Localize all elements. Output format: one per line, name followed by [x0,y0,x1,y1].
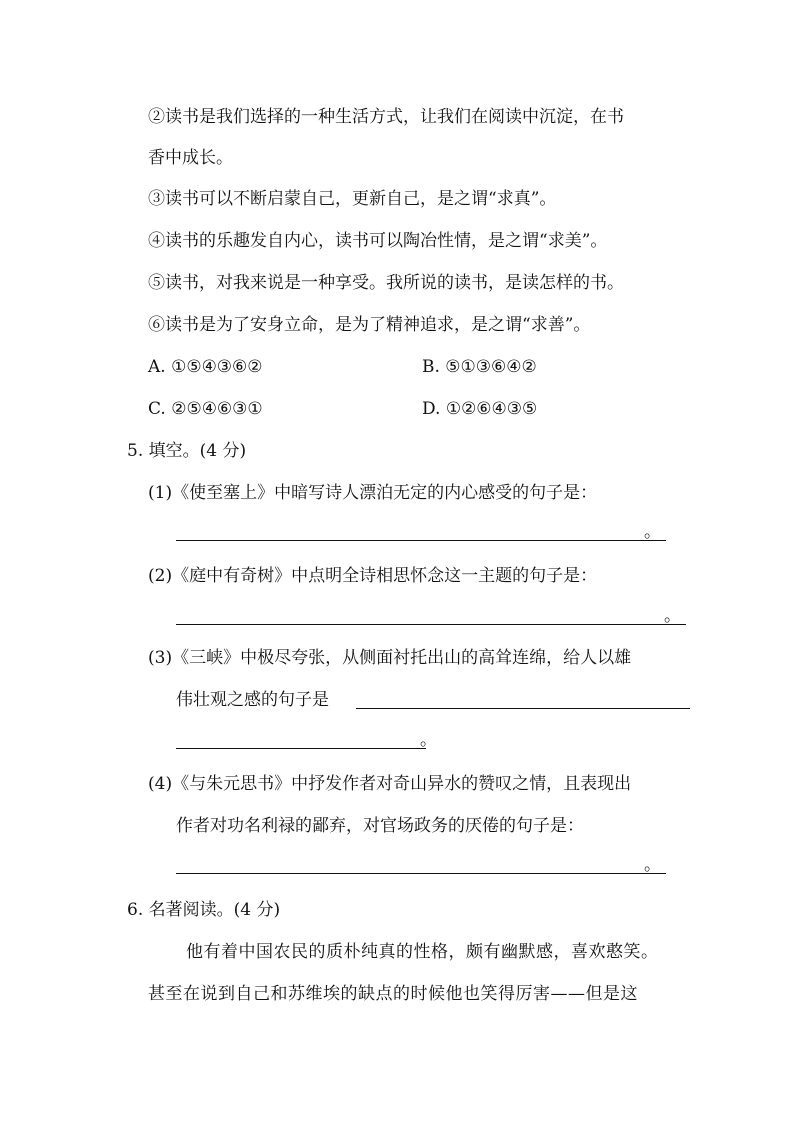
q4-item-4: ④读书的乐趣发自内心，读书可以陶冶性情，是之谓“求美”。 [148,231,608,251]
q5-part1-answer-blank[interactable] [176,540,666,541]
q6-passage-line2: 甚至在说到自己和苏维埃的缺点的时候他也笑得厉害——但是这 [148,984,638,1004]
q4-item-6: ⑥读书是为了安身立命，是为了精神追求，是之谓“求善”。 [148,315,591,335]
q5-part4-prompt-line1: (4)《与朱元思书》中抒发作者对奇山异水的赞叹之情，且表现出 [148,774,632,794]
q5-part4-prompt-line2: 作者对功名利禄的鄙弃，对官场政务的厌倦的句子是： [176,816,584,836]
q4-item-3: ③读书可以不断启蒙自己，更新自己，是之谓“求真”。 [148,189,557,209]
q5-part3-prompt-line1: (3)《三峡》中极尽夸张，从侧面衬托出山的高耸连绵，给人以雄 [148,648,632,668]
q5-part3-answer-blank-2[interactable] [176,748,426,749]
q4-option-c[interactable]: C. ②⑤④⑥③① [148,399,263,419]
q5-part3-answer-blank-1[interactable] [356,708,690,709]
q5-part1-prompt: (1)《使至塞上》中暗写诗人漂泊无定的内心感受的句子是： [148,483,598,503]
q4-option-b[interactable]: B. ⑤①③⑥④② [422,357,537,377]
q5-part4-period: 。 [644,855,661,875]
q4-item-2-line1: ②读书是我们选择的一种生活方式，让我们在阅读中沉淀，在书 [148,107,624,127]
q5-part3-period: 。 [420,730,437,750]
q4-option-a[interactable]: A. ①⑤④③⑥② [148,357,263,377]
q4-item-2-line2: 香中成长。 [148,148,233,168]
q4-item-5: ⑤读书，对我来说是一种享受。我所说的读书，是读怎样的书。 [148,273,624,293]
q5-part2-answer-blank[interactable] [176,624,686,625]
q4-option-d[interactable]: D. ①②⑥④③⑤ [422,399,538,419]
q5-part3-prompt-line2: 伟壮观之感的句子是 [176,690,329,710]
q5-part2-prompt: (2)《庭中有奇树》中点明全诗相思怀念这一主题的句子是： [148,566,598,586]
q5-part4-answer-blank[interactable] [176,873,666,874]
q6-passage-line1: 他有着中国农民的质朴纯真的性格，颇有幽默感，喜欢憨笑。 [186,942,659,962]
q5-part1-period: 。 [644,522,661,542]
q6-title: 6. 名著阅读。(4 分) [127,900,281,920]
q5-part2-period: 。 [664,606,681,626]
q5-title: 5. 填空。(4 分) [127,441,247,461]
